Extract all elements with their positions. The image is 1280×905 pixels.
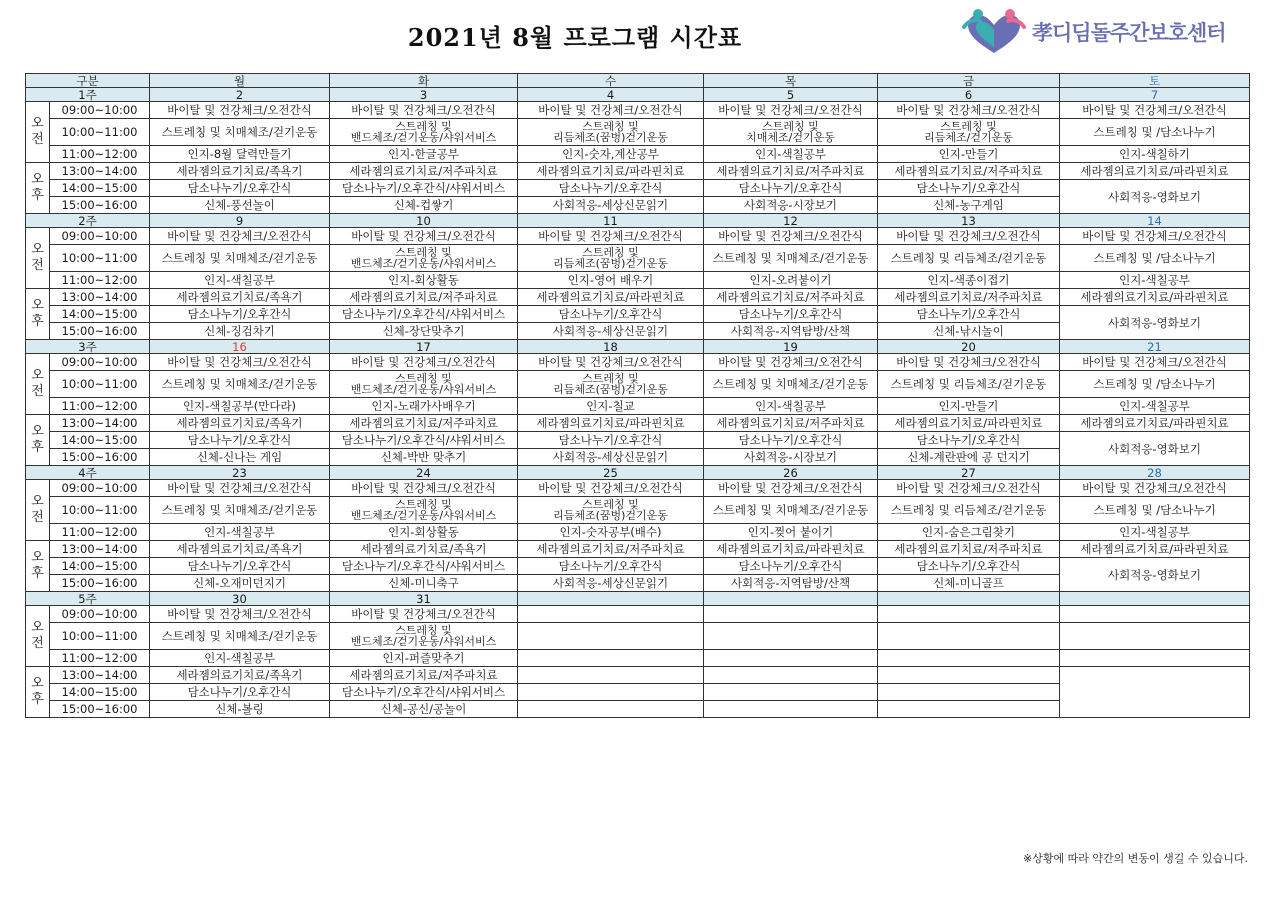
pm-label: 오 후 bbox=[26, 541, 50, 592]
activity-cell: 세라젬의료기치료/파라핀치료 bbox=[518, 289, 704, 306]
activity-cell: 바이탈 및 건강체크/오전간식 bbox=[878, 102, 1060, 119]
time-slot-row bbox=[26, 415, 1250, 432]
activity-cell bbox=[1060, 623, 1250, 650]
activity-cell: 담소나누기/오후간식/샤워서비스 bbox=[330, 684, 518, 701]
activity-cell bbox=[704, 701, 878, 718]
activity-cell: 바이탈 및 건강체크/오전간식 bbox=[330, 606, 518, 623]
activity-cell: 담소나누기/오후간식 bbox=[150, 306, 330, 323]
activity-cell: 스트레칭 및 리듬체조(꿈벙)걷기운동 bbox=[518, 371, 704, 398]
activity-cell: 신체-오재미던지기 bbox=[150, 575, 330, 592]
activity-cell: 스트레칭 및 /담소나누기 bbox=[1060, 119, 1250, 146]
activity-cell bbox=[878, 701, 1060, 718]
time-slot: 13:00~14:00 bbox=[50, 163, 150, 180]
time-slot: 15:00~16:00 bbox=[50, 323, 150, 340]
time-slot: 09:00~10:00 bbox=[50, 480, 150, 497]
activity-cell: 담소나누기/오후간식 bbox=[704, 558, 878, 575]
activity-cell: 인지-색칠공부 bbox=[1060, 272, 1250, 289]
activity-cell: 바이탈 및 건강체크/오전간식 bbox=[150, 480, 330, 497]
activity-cell bbox=[518, 684, 704, 701]
activity-cell: 바이탈 및 건강체크/오전간식 bbox=[330, 228, 518, 245]
date-cell: 7 bbox=[1060, 88, 1250, 102]
activity-cell: 사회적응-영화보기 bbox=[1060, 432, 1250, 466]
time-slot: 14:00~15:00 bbox=[50, 180, 150, 197]
activity-cell bbox=[878, 650, 1060, 667]
week-row bbox=[26, 592, 1250, 606]
week-label: 5주 bbox=[26, 592, 150, 606]
activity-cell: 사회적응-영화보기 bbox=[1060, 180, 1250, 214]
activity-cell: 신체-박반 맞추기 bbox=[330, 449, 518, 466]
activity-cell: 사회적응-세상신문읽기 bbox=[518, 197, 704, 214]
activity-cell: 신체-볼링 bbox=[150, 701, 330, 718]
activity-cell: 세라젬의료기치료/족욕기 bbox=[150, 289, 330, 306]
week-label: 1주 bbox=[26, 88, 150, 102]
date-cell: 17 bbox=[330, 340, 518, 354]
date-cell: 27 bbox=[878, 466, 1060, 480]
activity-cell: 사회적응-세상신문읽기 bbox=[518, 323, 704, 340]
activity-cell: 신체-낚시놀이 bbox=[878, 323, 1060, 340]
activity-cell: 바이탈 및 건강체크/오전간식 bbox=[330, 102, 518, 119]
activity-cell bbox=[1060, 606, 1250, 623]
pm-label: 오 후 bbox=[26, 415, 50, 466]
time-slot-row bbox=[26, 650, 1250, 667]
activity-cell: 신체-미니골프 bbox=[878, 575, 1060, 592]
activity-cell: 스트레칭 및 리듬체조/걷기운동 bbox=[878, 245, 1060, 272]
activity-cell: 스트레칭 및 /담소나누기 bbox=[1060, 371, 1250, 398]
activity-cell: 인지-숨은그림찾기 bbox=[878, 524, 1060, 541]
activity-cell: 담소나누기/오후간식 bbox=[150, 180, 330, 197]
activity-cell: 세라젬의료기치료/저주파치료 bbox=[330, 163, 518, 180]
time-slot-row bbox=[26, 480, 1250, 497]
date-cell: 11 bbox=[518, 214, 704, 228]
date-cell: 13 bbox=[878, 214, 1060, 228]
time-slot-row bbox=[26, 623, 1250, 650]
time-slot: 14:00~15:00 bbox=[50, 432, 150, 449]
time-slot-row bbox=[26, 272, 1250, 289]
time-slot: 11:00~12:00 bbox=[50, 524, 150, 541]
date-cell: 14 bbox=[1060, 214, 1250, 228]
activity-cell: 세라젬의료기치료/파라핀치료 bbox=[704, 541, 878, 558]
time-slot-row bbox=[26, 371, 1250, 398]
activity-cell bbox=[704, 650, 878, 667]
activity-cell: 바이탈 및 건강체크/오전간식 bbox=[704, 480, 878, 497]
activity-cell: 스트레칭 및 치매체조/걷기운동 bbox=[150, 497, 330, 524]
activity-cell: 바이탈 및 건강체크/오전간식 bbox=[1060, 354, 1250, 371]
activity-cell: 스트레칭 및 치매체조/걷기운동 bbox=[150, 245, 330, 272]
activity-cell: 세라젬의료기치료/저주파치료 bbox=[878, 163, 1060, 180]
activity-cell: 바이탈 및 건강체크/오전간식 bbox=[704, 354, 878, 371]
pm-label: 오 후 bbox=[26, 163, 50, 214]
time-slot-row bbox=[26, 497, 1250, 524]
activity-cell bbox=[518, 606, 704, 623]
activity-cell: 신체-신나는 게임 bbox=[150, 449, 330, 466]
header-category: 구분 bbox=[26, 74, 150, 88]
activity-cell: 사회적응-지역탐방/산책 bbox=[704, 323, 878, 340]
activity-cell: 담소나누기/오후간식 bbox=[704, 432, 878, 449]
date-cell: 2 bbox=[150, 88, 330, 102]
center-name: 孝디딤돌주간보호센터 bbox=[1032, 21, 1226, 45]
time-slot: 13:00~14:00 bbox=[50, 415, 150, 432]
activity-cell: 스트레칭 및 /담소나누기 bbox=[1060, 245, 1250, 272]
activity-cell: 인지-회상활동 bbox=[330, 524, 518, 541]
activity-cell: 세라젬의료기치료/저주파치료 bbox=[878, 541, 1060, 558]
activity-cell: 인지-만들기 bbox=[878, 398, 1060, 415]
date-cell bbox=[1060, 592, 1250, 606]
activity-cell: 담소나누기/오후간식/샤워서비스 bbox=[330, 432, 518, 449]
am-label: 오 전 bbox=[26, 102, 50, 163]
activity-cell: 인지-숫자공부(배수) bbox=[518, 524, 704, 541]
activity-cell: 세라젬의료기치료/저주파치료 bbox=[704, 163, 878, 180]
time-slot: 10:00~11:00 bbox=[50, 119, 150, 146]
time-slot-row bbox=[26, 398, 1250, 415]
activity-cell bbox=[878, 606, 1060, 623]
activity-cell: 바이탈 및 건강체크/오전간식 bbox=[878, 228, 1060, 245]
page-title: 2021년 8월 프로그램 시간표 bbox=[407, 23, 743, 52]
time-slot: 14:00~15:00 bbox=[50, 306, 150, 323]
date-cell bbox=[518, 592, 704, 606]
activity-cell: 담소나누기/오후간식/샤워서비스 bbox=[330, 306, 518, 323]
week-row bbox=[26, 88, 1250, 102]
activity-cell: 바이탈 및 건강체크/오전간식 bbox=[518, 354, 704, 371]
time-slot: 10:00~11:00 bbox=[50, 245, 150, 272]
activity-cell: 바이탈 및 건강체크/오전간식 bbox=[518, 480, 704, 497]
time-slot-row bbox=[26, 180, 1250, 197]
activity-cell: 세라젬의료기치료/족욕기 bbox=[150, 667, 330, 684]
time-slot: 11:00~12:00 bbox=[50, 398, 150, 415]
activity-cell: 바이탈 및 건강체크/오전간식 bbox=[330, 480, 518, 497]
time-slot-row bbox=[26, 354, 1250, 371]
activity-cell: 담소나누기/오후간식 bbox=[878, 180, 1060, 197]
activity-cell: 인지-노래가사배우기 bbox=[330, 398, 518, 415]
activity-cell: 스트레칭 및 리듬체조/걷기운동 bbox=[878, 371, 1060, 398]
time-slot: 10:00~11:00 bbox=[50, 623, 150, 650]
time-slot-row bbox=[26, 119, 1250, 146]
activity-cell: 인지-회상활동 bbox=[330, 272, 518, 289]
activity-cell: 바이탈 및 건강체크/오전간식 bbox=[1060, 102, 1250, 119]
activity-cell: 세라젬의료기치료/족욕기 bbox=[150, 163, 330, 180]
activity-cell: 바이탈 및 건강체크/오전간식 bbox=[150, 606, 330, 623]
date-cell: 6 bbox=[878, 88, 1060, 102]
time-slot: 13:00~14:00 bbox=[50, 289, 150, 306]
activity-cell: 세라젬의료기치료/파라핀치료 bbox=[1060, 541, 1250, 558]
activity-cell: 인지-색칠공부 bbox=[1060, 398, 1250, 415]
date-cell: 28 bbox=[1060, 466, 1250, 480]
time-slot: 15:00~16:00 bbox=[50, 575, 150, 592]
activity-cell: 담소나누기/오후간식 bbox=[878, 306, 1060, 323]
activity-cell: 스트레칭 및 리듬체조/걷기운동 bbox=[878, 119, 1060, 146]
activity-cell: 스트레칭 및 밴드체조/걷기운동/샤워서비스 bbox=[330, 623, 518, 650]
activity-cell: 세라젬의료기치료/파라핀치료 bbox=[1060, 415, 1250, 432]
time-slot: 15:00~16:00 bbox=[50, 197, 150, 214]
date-cell: 26 bbox=[704, 466, 878, 480]
header-day: 목 bbox=[704, 74, 878, 88]
activity-cell bbox=[704, 684, 878, 701]
header-day: 화 bbox=[330, 74, 518, 88]
time-slot: 09:00~10:00 bbox=[50, 606, 150, 623]
activity-cell: 바이탈 및 건강체크/오전간식 bbox=[150, 354, 330, 371]
activity-cell: 세라젬의료기치료/저주파치료 bbox=[330, 415, 518, 432]
activity-cell bbox=[704, 667, 878, 684]
time-slot-row bbox=[26, 558, 1250, 575]
time-slot: 15:00~16:00 bbox=[50, 449, 150, 466]
activity-cell: 인지-색종이접기 bbox=[878, 272, 1060, 289]
time-slot: 15:00~16:00 bbox=[50, 701, 150, 718]
activity-cell: 스트레칭 및 밴드체조/걷기운동/샤워서비스 bbox=[330, 371, 518, 398]
activity-cell: 바이탈 및 건강체크/오전간식 bbox=[150, 228, 330, 245]
activity-cell: 담소나누기/오후간식 bbox=[150, 558, 330, 575]
activity-cell: 스트레칭 및 치매체조/걷기운동 bbox=[704, 497, 878, 524]
activity-cell: 스트레칭 및 치매체조/걷기운동 bbox=[150, 623, 330, 650]
date-cell: 10 bbox=[330, 214, 518, 228]
activity-cell: 인지-색칠하기 bbox=[1060, 146, 1250, 163]
time-slot-row bbox=[26, 146, 1250, 163]
activity-cell: 담소나누기/오후간식 bbox=[518, 306, 704, 323]
date-cell: 30 bbox=[150, 592, 330, 606]
activity-cell: 인지-숫자,계산공부 bbox=[518, 146, 704, 163]
date-cell bbox=[704, 592, 878, 606]
activity-cell: 인지-만들기 bbox=[878, 146, 1060, 163]
time-slot: 10:00~11:00 bbox=[50, 497, 150, 524]
header-day: 금 bbox=[878, 74, 1060, 88]
center-logo bbox=[958, 6, 1258, 58]
activity-cell: 세라젬의료기치료/저주파치료 bbox=[330, 289, 518, 306]
date-cell: 5 bbox=[704, 88, 878, 102]
activity-cell: 인지-색칠공부(만다라) bbox=[150, 398, 330, 415]
activity-cell: 인지-한글공부 bbox=[330, 146, 518, 163]
time-slot-row bbox=[26, 432, 1250, 449]
activity-cell: 인지-색칠공부 bbox=[150, 272, 330, 289]
activity-cell: 세라젬의료기치료/족욕기 bbox=[330, 541, 518, 558]
activity-cell: 세라젬의료기치료/족욕기 bbox=[150, 415, 330, 432]
activity-cell: 스트레칭 및 치매체조/걷기운동 bbox=[704, 119, 878, 146]
activity-cell: 인지-퍼즐맞추기 bbox=[330, 650, 518, 667]
time-slot: 13:00~14:00 bbox=[50, 667, 150, 684]
activity-cell: 스트레칭 및 /담소나누기 bbox=[1060, 497, 1250, 524]
time-slot: 09:00~10:00 bbox=[50, 228, 150, 245]
time-slot: 11:00~12:00 bbox=[50, 650, 150, 667]
date-cell: 9 bbox=[150, 214, 330, 228]
time-slot-row bbox=[26, 606, 1250, 623]
activity-cell: 스트레칭 및 리듬체조(꿈벙)걷기운동 bbox=[518, 119, 704, 146]
am-label: 오 전 bbox=[26, 480, 50, 541]
activity-cell: 인지-색칠공부 bbox=[704, 398, 878, 415]
activity-cell bbox=[518, 701, 704, 718]
activity-cell: 스트레칭 및 밴드체조/걷기운동/샤워서비스 bbox=[330, 119, 518, 146]
schedule-table bbox=[25, 73, 1250, 718]
heart-people-logo-icon bbox=[958, 7, 1030, 57]
activity-cell: 세라젬의료기치료/저주파치료 bbox=[704, 289, 878, 306]
activity-cell: 신체-컵쌓기 bbox=[330, 197, 518, 214]
activity-cell: 세라젬의료기치료/파라핀치료 bbox=[518, 163, 704, 180]
activity-cell: 바이탈 및 건강체크/오전간식 bbox=[518, 102, 704, 119]
activity-cell: 담소나누기/오후간식 bbox=[878, 432, 1060, 449]
date-cell: 19 bbox=[704, 340, 878, 354]
activity-cell: 신체-장단맞추기 bbox=[330, 323, 518, 340]
activity-cell: 담소나누기/오후간식 bbox=[518, 558, 704, 575]
activity-cell: 스트레칭 및 치매체조/걷기운동 bbox=[704, 245, 878, 272]
time-slot: 09:00~10:00 bbox=[50, 354, 150, 371]
activity-cell bbox=[878, 667, 1060, 684]
activity-cell bbox=[704, 623, 878, 650]
date-cell: 18 bbox=[518, 340, 704, 354]
activity-cell: 스트레칭 및 치매체조/걷기운동 bbox=[150, 371, 330, 398]
activity-cell: 바이탈 및 건강체크/오전간식 bbox=[330, 354, 518, 371]
activity-cell bbox=[1060, 650, 1250, 667]
activity-cell: 사회적응-영화보기 bbox=[1060, 558, 1250, 592]
header-day: 월 bbox=[150, 74, 330, 88]
activity-cell: 신체-공신/공놀이 bbox=[330, 701, 518, 718]
am-label: 오 전 bbox=[26, 606, 50, 667]
activity-cell: 담소나누기/오후간식 bbox=[150, 432, 330, 449]
date-cell: 16 bbox=[150, 340, 330, 354]
activity-cell: 신체-계란판에 공 던지기 bbox=[878, 449, 1060, 466]
date-cell: 4 bbox=[518, 88, 704, 102]
time-slot: 09:00~10:00 bbox=[50, 102, 150, 119]
activity-cell: 담소나누기/오후간식 bbox=[704, 180, 878, 197]
date-cell: 24 bbox=[330, 466, 518, 480]
activity-cell: 신체-미니축구 bbox=[330, 575, 518, 592]
footer-note: ※상황에 따라 약간의 변동이 생길 수 있습니다. bbox=[1023, 852, 1248, 865]
time-slot-row bbox=[26, 306, 1250, 323]
activity-cell: 인지-오려붙이기 bbox=[704, 272, 878, 289]
activity-cell: 인지-8월 달력만들기 bbox=[150, 146, 330, 163]
activity-cell: 세라젬의료기치료/족욕기 bbox=[150, 541, 330, 558]
date-cell: 12 bbox=[704, 214, 878, 228]
activity-cell: 사회적응-세상신문읽기 bbox=[518, 575, 704, 592]
am-label: 오 전 bbox=[26, 354, 50, 415]
activity-cell: 세라젬의료기치료/저주파치료 bbox=[878, 289, 1060, 306]
activity-cell: 바이탈 및 건강체크/오전간식 bbox=[704, 228, 878, 245]
header-day: 토 bbox=[1060, 74, 1250, 88]
activity-cell bbox=[518, 667, 704, 684]
time-slot-row bbox=[26, 228, 1250, 245]
activity-cell: 바이탈 및 건강체크/오전간식 bbox=[1060, 228, 1250, 245]
activity-cell bbox=[878, 623, 1060, 650]
time-slot: 10:00~11:00 bbox=[50, 371, 150, 398]
activity-cell: 스트레칭 및 리듬체조(꿈벙)걷기운동 bbox=[518, 245, 704, 272]
activity-cell: 인지-색칠공부 bbox=[150, 650, 330, 667]
activity-cell: 세라젬의료기치료/파라핀치료 bbox=[1060, 163, 1250, 180]
date-cell: 25 bbox=[518, 466, 704, 480]
activity-cell: 담소나누기/오후간식 bbox=[150, 684, 330, 701]
time-slot-row bbox=[26, 163, 1250, 180]
activity-cell: 인지-찢어 붙이기 bbox=[704, 524, 878, 541]
activity-cell: 담소나누기/오후간식 bbox=[878, 558, 1060, 575]
activity-cell: 스트레칭 및 밴드체조/걷기운동/샤워서비스 bbox=[330, 245, 518, 272]
activity-cell bbox=[878, 684, 1060, 701]
activity-cell: 인지-색칠공부 bbox=[150, 524, 330, 541]
activity-cell: 담소나누기/오후간식 bbox=[704, 306, 878, 323]
week-label: 4주 bbox=[26, 466, 150, 480]
activity-cell: 사회적응-시장보기 bbox=[704, 449, 878, 466]
date-cell: 23 bbox=[150, 466, 330, 480]
activity-cell: 바이탈 및 건강체크/오전간식 bbox=[1060, 480, 1250, 497]
activity-cell: 담소나누기/오후간식/샤워서비스 bbox=[330, 558, 518, 575]
time-slot: 11:00~12:00 bbox=[50, 146, 150, 163]
activity-cell: 사회적응-시장보기 bbox=[704, 197, 878, 214]
time-slot-row bbox=[26, 289, 1250, 306]
activity-cell: 담소나누기/오후간식 bbox=[518, 432, 704, 449]
activity-cell: 인지-영어 배우기 bbox=[518, 272, 704, 289]
activity-cell: 스트레칭 및 치매체조/걷기운동 bbox=[704, 371, 878, 398]
date-cell: 21 bbox=[1060, 340, 1250, 354]
activity-cell: 신체-농구게임 bbox=[878, 197, 1060, 214]
activity-cell: 세라젬의료기치료/저주파치료 bbox=[704, 415, 878, 432]
activity-cell: 스트레칭 및 치매체조/걷기운동 bbox=[150, 119, 330, 146]
time-slot-row bbox=[26, 524, 1250, 541]
activity-cell: 세라젬의료기치료/파라핀치료 bbox=[1060, 289, 1250, 306]
time-slot: 13:00~14:00 bbox=[50, 541, 150, 558]
week-row bbox=[26, 466, 1250, 480]
activity-cell: 바이탈 및 건강체크/오전간식 bbox=[150, 102, 330, 119]
activity-cell bbox=[704, 606, 878, 623]
header-day: 수 bbox=[518, 74, 704, 88]
activity-cell: 신체-징검차기 bbox=[150, 323, 330, 340]
date-cell: 31 bbox=[330, 592, 518, 606]
activity-cell: 바이탈 및 건강체크/오전간식 bbox=[878, 354, 1060, 371]
time-slot: 14:00~15:00 bbox=[50, 684, 150, 701]
activity-cell: 신체-풍선놀이 bbox=[150, 197, 330, 214]
am-label: 오 전 bbox=[26, 228, 50, 289]
activity-cell: 담소나누기/오후간식 bbox=[518, 180, 704, 197]
pm-label: 오 후 bbox=[26, 289, 50, 340]
activity-cell: 스트레칭 및 리듬체조(꿈벙)걷기운동 bbox=[518, 497, 704, 524]
activity-cell: 사회적응-세상신문읽기 bbox=[518, 449, 704, 466]
activity-cell bbox=[518, 650, 704, 667]
activity-cell: 바이탈 및 건강체크/오전간식 bbox=[878, 480, 1060, 497]
activity-cell: 세라젬의료기치료/저주파치료 bbox=[330, 667, 518, 684]
activity-cell: 사회적응-지역탐방/산책 bbox=[704, 575, 878, 592]
activity-cell: 세라젬의료기치료/저주파치료 bbox=[518, 541, 704, 558]
time-slot-row bbox=[26, 245, 1250, 272]
activity-cell: 인지-색칠공부 bbox=[1060, 524, 1250, 541]
activity-cell: 담소나누기/오후간식/샤워서비스 bbox=[330, 180, 518, 197]
date-cell: 20 bbox=[878, 340, 1060, 354]
date-cell bbox=[878, 592, 1060, 606]
time-slot-row bbox=[26, 102, 1250, 119]
time-slot-row bbox=[26, 541, 1250, 558]
time-slot: 14:00~15:00 bbox=[50, 558, 150, 575]
activity-cell: 세라젬의료기치료/파라핀치료 bbox=[878, 415, 1060, 432]
activity-cell bbox=[1060, 667, 1250, 718]
activity-cell bbox=[518, 623, 704, 650]
week-row bbox=[26, 340, 1250, 354]
week-row bbox=[26, 214, 1250, 228]
pm-label: 오 후 bbox=[26, 667, 50, 718]
activity-cell: 바이탈 및 건강체크/오전간식 bbox=[704, 102, 878, 119]
header-row bbox=[26, 74, 1250, 88]
activity-cell: 바이탈 및 건강체크/오전간식 bbox=[518, 228, 704, 245]
time-slot: 11:00~12:00 bbox=[50, 272, 150, 289]
activity-cell: 사회적응-영화보기 bbox=[1060, 306, 1250, 340]
date-cell: 3 bbox=[330, 88, 518, 102]
activity-cell: 세라젬의료기치료/파라핀치료 bbox=[518, 415, 704, 432]
activity-cell: 인지-색칠공부 bbox=[704, 146, 878, 163]
activity-cell: 인지-칠교 bbox=[518, 398, 704, 415]
activity-cell: 스트레칭 및 리듬체조/걷기운동 bbox=[878, 497, 1060, 524]
time-slot-row bbox=[26, 667, 1250, 684]
week-label: 3주 bbox=[26, 340, 150, 354]
activity-cell: 스트레칭 및 밴드체조/걷기운동/샤워서비스 bbox=[330, 497, 518, 524]
week-label: 2주 bbox=[26, 214, 150, 228]
